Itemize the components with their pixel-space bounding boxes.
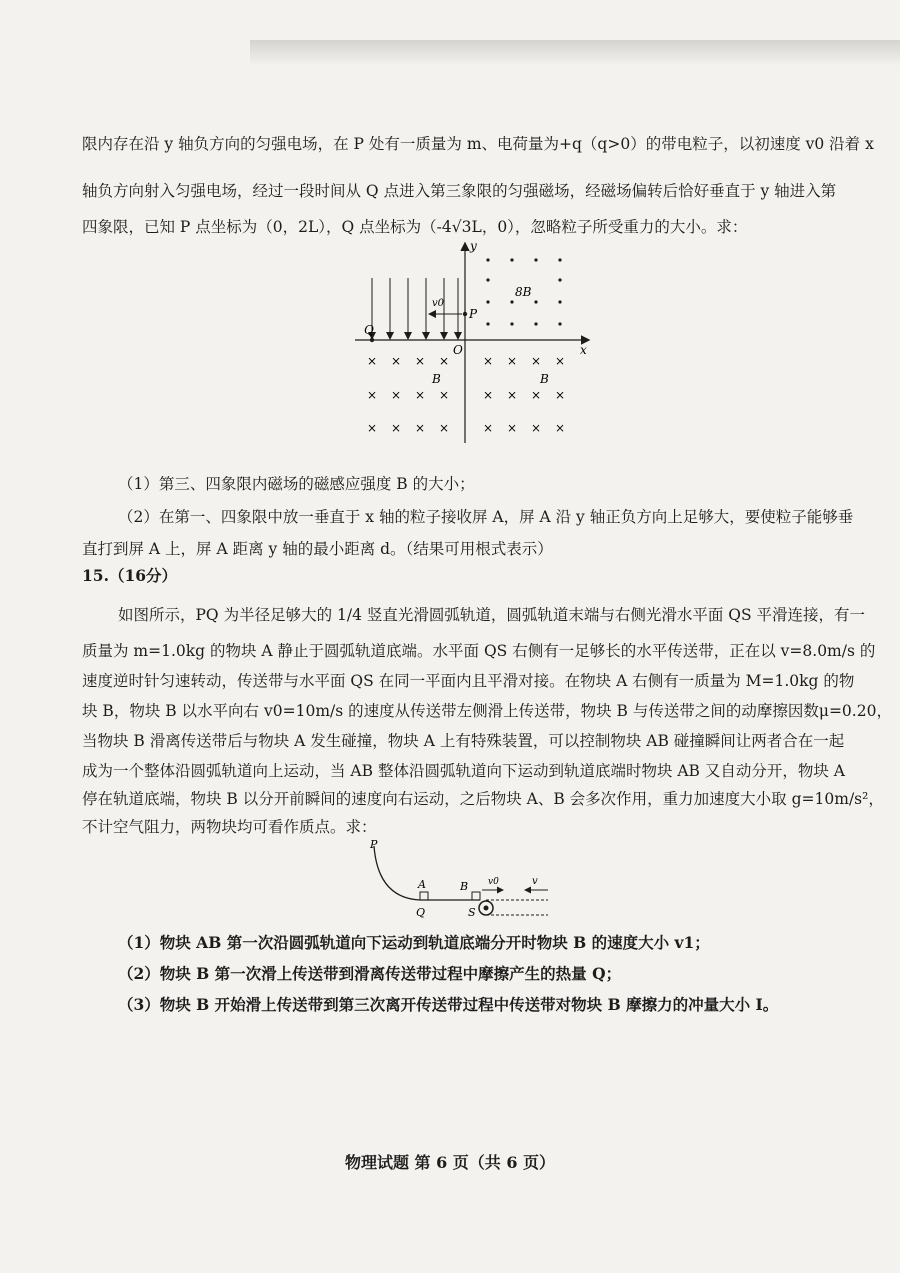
svg-text:×: × [482,421,494,435]
svg-text:×: × [482,354,494,368]
svg-text:×: × [366,421,378,435]
p14-intro-line-2: 轴负方向射入匀强电场，经过一段时间从 Q 点进入第三象限的匀强磁场，经磁场偏转后恰好垂直于 y 轴进入第 [82,182,837,200]
svg-text:×: × [554,421,566,435]
p15-body-line-2: 质量为 m=1.0kg 的物块 A 静止于圆弧轨道底端。水平面 QS 右侧有一足够长的水平传送带，正在以 v=8.0m/s 的 [82,642,876,660]
p14-figure [350,238,600,450]
p14-intro-line-3: 四象限，已知 P 点坐标为（0，2L），Q 点坐标为（-4√3L，0），忽略粒子所受重力的大小。求： [82,218,748,236]
p15-body-line-4: 块 B，物块 B 以水平向右 v0=10m/s 的速度从传送带左侧滑上传送带，物块 B 与传送带之间的动摩擦因数μ=0.20， [82,702,892,720]
arc-track [374,846,420,900]
svg-text:×: × [506,388,518,402]
page-footer: 物理试题 第 6 页（共 6 页） [344,1153,556,1172]
svg-text:×: × [390,354,402,368]
svg-text:×: × [366,388,378,402]
svg-text:×: × [506,421,518,435]
p15-question-2: （2）物块 B 第一次滑上传送带到滑离传送带过程中摩擦产生的热量 Q； [118,964,622,983]
p14-question-2-line-1: （2）在第一、四象限中放一垂直于 x 轴的粒子接收屏 A，屏 A 沿 y 轴正负方向上足够大，要使粒子能够垂 [118,508,854,526]
p14-question-2-line-2: 直打到屏 A 上，屏 A 距离 y 轴的最小距离 d。（结果可用根式表示） [82,540,553,558]
p15-question-1: （1）物块 AB 第一次沿圆弧轨道向下运动到轨道底端分开时物块 B 的速度大小 v1； [118,933,710,952]
block-a-label: A [418,878,426,891]
point-q [370,338,374,342]
scan-shadow [250,40,900,66]
velocity-v-label: v [532,876,538,887]
svg-text:×: × [414,388,426,402]
field-8b-label: 8B [515,285,532,299]
svg-text:×: × [390,421,402,435]
p15-figure [362,838,552,924]
velocity-label: v0 [432,298,445,309]
p14-question-1: （1）第三、四象限内磁场的磁感应强度 B 的大小； [118,475,475,493]
point-p-label: P [469,307,478,321]
svg-text:×: × [506,354,518,368]
svg-text:×: × [414,354,426,368]
svg-text:×: × [482,388,494,402]
p15-body-line-1: 如图所示，PQ 为半径足够大的 1/4 竖直光滑圆弧轨道，圆弧轨道末端与右侧光滑水平面 QS 平滑连接，有一 [118,606,866,624]
p15-body-line-7: 停在轨道底端，物块 B 以分开前瞬间的速度向右运动，之后物块 A、B 会多次作用，重力加速度大小取 g=10m/s²， [82,790,884,808]
svg-text:×: × [554,354,566,368]
block-b [472,892,480,900]
point-q-label: Q [416,906,426,919]
svg-text:×: × [438,421,450,435]
velocity-v0-label: v0 [488,877,499,887]
block-b-label: B [460,880,469,893]
point-p-label: P [370,838,378,851]
field-b-left-label: B [432,372,441,386]
origin-label: O [453,343,463,357]
block-a [420,892,428,900]
p15-body-line-6: 成为一个整体沿圆弧轨道向上运动，当 AB 整体沿圆弧轨道向下运动到轨道底端时物块 AB 又自动分开，物块 A [82,762,845,780]
svg-text:×: × [554,388,566,402]
point-q-label: Q [364,323,374,337]
svg-text:×: × [390,388,402,402]
field-crosses [367,354,565,435]
point-s-label: S [468,906,476,919]
svg-text:×: × [530,388,542,402]
p15-heading: 15.（16分） [82,566,178,585]
svg-text:×: × [366,354,378,368]
svg-text:×: × [530,421,542,435]
field-b-right-label: B [540,372,549,386]
svg-text:×: × [414,421,426,435]
y-axis-label: y [470,239,477,253]
p15-body-line-8: 不计空气阻力，两物块均可看作质点。求： [82,818,377,836]
svg-text:×: × [530,354,542,368]
p14-intro-line-1: 限内存在沿 y 轴负方向的匀强电场，在 P 处有一质量为 m、电荷量为+q（q>0）的带电粒子，以初速度 v0 沿着 x [82,135,874,153]
p15-question-3: （3）物块 B 开始滑上传送带到第三次离开传送带过程中传送带对物块 B 摩擦力的冲量大小 I。 [118,995,779,1014]
x-axis-label: x [580,343,587,357]
point-p [463,312,467,316]
svg-text:×: × [438,354,450,368]
svg-text:×: × [438,388,450,402]
p15-body-line-5: 当物块 B 滑离传送带后与物块 A 发生碰撞，物块 A 上有特殊装置，可以控制物块 AB 碰撞瞬间让两者合在一起 [82,732,845,750]
p15-body-line-3: 速度逆时针匀速转动，传送带与水平面 QS 在同一平面内且平滑对接。在物块 A 右侧有一质量为 M=1.0kg 的物 [82,672,855,690]
electric-field-lines [372,278,458,338]
